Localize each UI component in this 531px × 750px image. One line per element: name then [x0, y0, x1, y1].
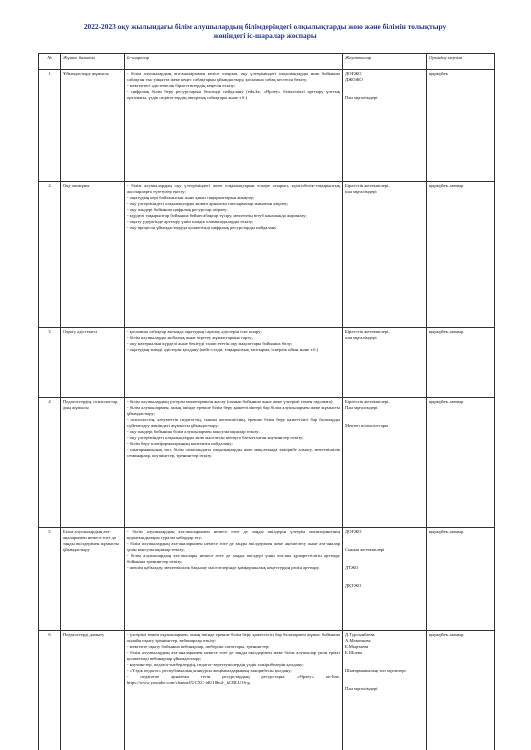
- action-item: - білім алушылардың ата-аналарымен келісе отырып, оқу үлгеріміндегі олқылықтарды жою бойынша сабақтан тыс уақытта жеке кеңес сабақтарын ұйымдастыру, қосымша сабақ кестесін бекіту;: [127, 71, 340, 83]
- row-number: 4: [39, 398, 61, 528]
- responsible-person: Бірлестік жетекшілері,: [345, 183, 390, 188]
- responsible-person: Сынып жетекшілері: [345, 547, 385, 553]
- header-direction: Жұмыс бағыты: [61, 54, 125, 70]
- responsible-person: Шығармашылық топ мүшелері: [345, 668, 406, 674]
- table-row: [39, 182, 495, 328]
- row-responsible: [343, 182, 427, 328]
- row-deadline: қыркүйек–мамыр: [427, 398, 495, 528]
- row-responsible: [343, 70, 427, 182]
- action-item: - күрделі тақырыптар бойынша бейнесабақтар түсіру, мектептің ютуб каналында жариялау;: [127, 213, 307, 219]
- responsible-person: Пән мұғалімдері: [345, 405, 378, 411]
- header-actions: Іс-шаралар: [125, 54, 343, 70]
- action-plan-table: [38, 53, 495, 750]
- responsible-person: Бірлестік жетекшілері,: [345, 399, 390, 404]
- action-item: - мектептегі әдістемелік бірлестіктердің кеңесін өткізу;: [127, 83, 236, 89]
- action-item: - білім алушылардың ата-аналарымен немесе өзге де заңды өкілдерімен жеке білім алушылар үшін ерікті қолжетімді вебинарлар ұйымдастыру;: [127, 650, 340, 662]
- row-responsible: [343, 631, 427, 750]
- action-item: - білім алушылардың үлгерім мониторингін жасау (сынып бойынша және жеке үлгерімі төмен оқушыға): [127, 399, 333, 404]
- row-number: 5: [39, 528, 61, 631]
- row-number: 3: [39, 328, 61, 398]
- action-item: - оқу үлгеріміндегі олқылықтарды жоюға арналған тапсырмалар жинағын әзірлеу;: [127, 201, 289, 207]
- responsible-person: А.Мамешова: [345, 638, 371, 644]
- row-deadline: қыркүйек: [427, 70, 495, 182]
- responsible-person: Д.Турсынбаева: [345, 632, 375, 637]
- action-item: - шығармашылық топ, білім сапасындағы олқылықтарды жою мақсатында тәжірибе алмасу, мектепішілік семинарлар, коучингтер, тренингтер өткізу.: [127, 447, 340, 459]
- title-line-1: 2022-2023 оқу жылындағы білім алушылардың білімдеріндегі олқылықтарды жою және білімін толықтыру: [83, 22, 447, 31]
- table-row: [39, 328, 495, 398]
- table-row: [39, 398, 495, 528]
- table-row: [39, 70, 495, 182]
- title-line-2: жөніндегі іс-шаралар жоспары: [213, 31, 317, 40]
- row-actions: [125, 528, 343, 631]
- action-item: - оқыту үдерісінде арттыру үшін пәндік олимпиадаларды өткізу;: [127, 219, 254, 225]
- row-deadline: қыркүйек–мамыр: [427, 328, 495, 398]
- action-item: - білім алушылардың ата-аналарымен немесе өзге де заңды өкілдерін үлгерім мониторингінің қорытындылары туралы хабардар ету;: [127, 529, 340, 541]
- header-deadline: Орындау мерзімі: [427, 54, 495, 70]
- action-item: - оқу үлгеріміндегі олқылықтарды жою мәселесін шешуге бағытталған коучингтер өткізу;: [127, 435, 304, 441]
- action-item: - оқу пәндері бойынша білім алушылармен консультациялар өткізу;: [127, 429, 260, 435]
- responsible-person: ДОҒЖО: [345, 71, 362, 76]
- responsible-person: пән мұғалімдері: [345, 335, 377, 341]
- responsible-person: Бірлестік жетекшілері,: [345, 329, 390, 334]
- action-item: - білім алушылардың оқу үлгеріміндегі жеке олқылықтарын ескере отырып, күнтізбелік-тақырыптық жоспарларға түзетулер енгізу;: [127, 183, 340, 195]
- row-deadline: қыркүйек–мамыр: [427, 631, 495, 750]
- row-direction: Педагогтерді дамыту: [61, 631, 125, 750]
- row-number: 1: [39, 70, 61, 182]
- action-item: - білім беру платформаларының контентін пайдалану;: [127, 441, 233, 447]
- action-item: - қосымша сабақтар аясында оқытудың саралау әдістерін іске асыру;: [127, 329, 262, 334]
- action-item: - психологтің, әлеуметтік педагогтің, сынып жетекшісінің, ерекше білім беру қажеттілігі бар балаларды сүйемелдеу жөніндегі жұмысты ұйымдастыру;: [127, 417, 340, 429]
- action-item: - мектепте оқыту бойынша вебинарлар, шеберлік сағаттары, тренингтер;: [127, 644, 270, 650]
- responsible-person: Б.Мырзаева: [345, 644, 369, 650]
- action-item: - оқу материалын күрделі және бекітуді талап ететін оқу мақсаттары бойынша бөлу;: [127, 341, 293, 347]
- row-deadline: қыркүйек–мамыр: [427, 182, 495, 328]
- row-actions: [125, 328, 343, 398]
- responsible-person: Пән мұғалімдері: [345, 95, 378, 101]
- responsible-person: ДТЖО: [345, 565, 359, 571]
- action-item: - оқу процесін ұйымдастыруда қолжетімді цифрлық ресурстарды пайдалану: [127, 225, 277, 231]
- action-item: - білім алушылардың ата-аналарымен немесе өзге де заңды өкілдерімен жеке әңгімелесу және ата-аналар үшін консультациялар өткізу;: [127, 541, 340, 553]
- table-row: [39, 528, 495, 631]
- row-actions: [125, 70, 343, 182]
- header-num: №: [39, 54, 61, 70]
- header-responsible: Жауаптылар: [343, 54, 427, 70]
- action-item: - оқытудың кері байланысын және қиын тақырыптарын анықтау;: [127, 195, 255, 201]
- action-item: - білім алушыларды жобалық және зерттеу жұмыстарына тарту;: [127, 335, 253, 341]
- row-actions: [125, 182, 343, 328]
- responsible-person: Б.Шоева: [345, 650, 362, 656]
- responsible-person: ДОҒЖО: [345, 529, 362, 534]
- row-deadline: қыркүйек–мамыр: [427, 528, 495, 631]
- action-item: - «Үздік педагог» республикалық конкурсы жеңімпаздарының тәжірибесін қолдану;: [127, 668, 292, 674]
- row-actions: [125, 631, 343, 750]
- table-row: [39, 631, 495, 750]
- row-direction: Оқу мазмұны: [61, 182, 125, 328]
- responsible-person: пән мұғалімдері: [345, 189, 377, 195]
- action-item: - оқу пәндері бойынша цифрлық ресурстар әзірлеу;: [127, 207, 228, 213]
- document-title: [30, 22, 500, 40]
- row-responsible: [343, 398, 427, 528]
- row-responsible: [343, 528, 427, 631]
- row-direction: Педагогтердің, психологтар дың жұмысы: [61, 398, 125, 528]
- table-header-row: [39, 54, 495, 70]
- row-number: 6: [39, 631, 61, 750]
- row-actions: [125, 398, 343, 528]
- responsible-person: Пән мұғалімдері: [345, 686, 378, 692]
- row-direction: Білім алушылардың ата-аналарымен немесе өзге де заңды өкілдерімен жұмысты ұйымдастыру: [61, 528, 125, 631]
- action-item: - цифрлық білім беру ресурстарын белсенді пайдалану (edu.kz, «Өрлеу» біліктілікті арттыру ұлттық орталығы, үздік педагогтердің авторлық сабақтары және т.б.): [127, 89, 340, 101]
- action-item: - шешім қабылдау, мектепішілік бақылау мәселелерінде қамқоршылық кеңестердің рөлін арттыру.: [127, 565, 320, 571]
- action-item: - білім алушылардың ата-аналары немесе өзге де заңды өкілдері үшін ата-ана құзыреттілігін арттыру бойынша тренингтер өткізу;: [127, 553, 340, 565]
- action-item: - педагогке арналған тегін ресурстардың ресурстары: «Өрлеу» on-line, https://www.youtube.com/channel/UCXC-idU18bul-_kCBLU16-g.: [127, 674, 340, 686]
- row-responsible: [343, 328, 427, 398]
- responsible-person: ДҚТЖО: [345, 583, 362, 589]
- action-item: - білім алушылармен, оның ішінде ерекше білім беру қажеттіліктері бар білім алушылармен жеке жұмысты ұйымдастыру;: [127, 405, 340, 417]
- action-item: - үлгерімі төмен оқушылармен, оның ішінде ерекше білім беру қажеттілігі бар балалармен жұмыс бойынша онлайн оқыту тренингтер, вебинарлар өткізу;: [127, 632, 340, 644]
- responsible-person: Мектеп психологтары: [345, 423, 389, 429]
- table-body: [39, 70, 495, 750]
- row-number: 2: [39, 182, 61, 328]
- action-item: - оқытудың тиімді әдістерін қолдану (кейс-стади, тақырыптық тапсырма, іскерлік ойын және т.б.): [127, 347, 319, 353]
- action-item: - коучингтер, педагог-шеберлердің, педагог-зерттеушілердің үздік тәжірибелерін қолдану;: [127, 662, 304, 668]
- responsible-person: ДЖОЖО: [345, 77, 363, 83]
- row-direction: Ұйымдастыру жұмысы: [61, 70, 125, 182]
- row-direction: Оқыту әдістемесі: [61, 328, 125, 398]
